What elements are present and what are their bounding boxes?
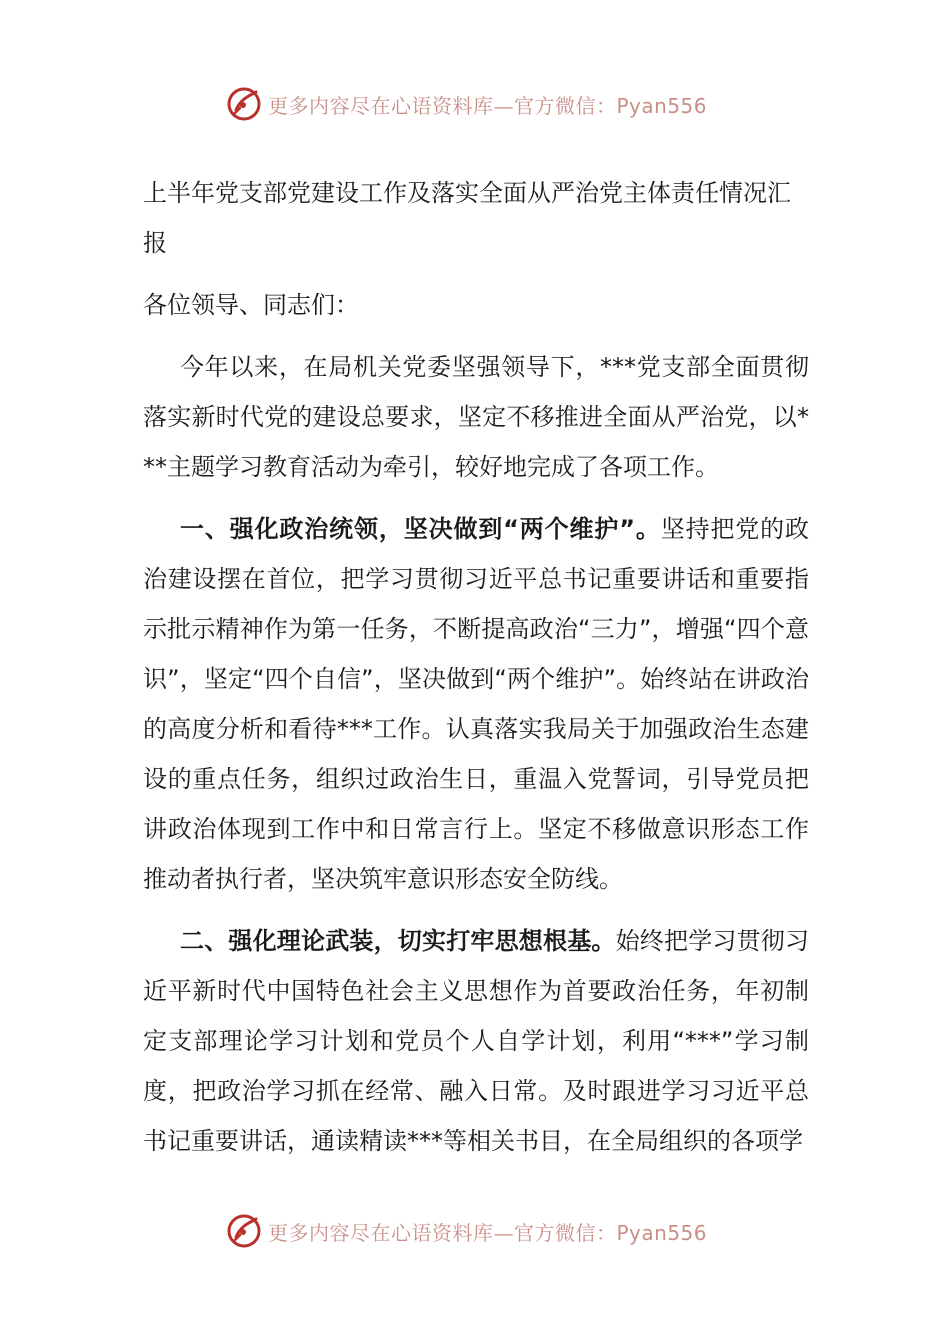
- watermark-wechat-label: 官方微信：: [514, 93, 617, 118]
- watermark-text: [268, 1217, 707, 1246]
- watermark-dash: —: [493, 93, 514, 118]
- watermark-brand: 更多内容尽在心语资料库: [268, 1220, 494, 1245]
- document-body: [143, 168, 809, 1166]
- watermark-wechat-id: Pyan556: [616, 1220, 708, 1245]
- brand-logo-icon: [226, 1213, 262, 1249]
- paragraph-intro: [143, 342, 809, 492]
- section-2-heading: 二、强化理论武装，切实打牢思想根基。: [180, 927, 616, 955]
- watermark-wechat-label: 官方微信：: [514, 1220, 617, 1245]
- section-1-heading: 一、强化政治统领，坚决做到“两个维护”。: [180, 515, 661, 543]
- paragraph-section-2: [143, 916, 809, 1166]
- section-1-text: 坚持把党的政治建设摆在首位，把学习贯彻习近平总书记重要讲话和重要指示批示精神作为第一任务，不断提高政治“三力”，增强“四个意识”，坚定“四个自信”，坚决做到“两个维护”。始终站在讲政治的高度分析和看待***工作。认真落实我局关于加强政治生态建设的重点任务，组织过政治生日，重温入党誓词，引导党员把讲政治体现到工作中和日常言行上。坚定不移做意识形态工作推动者执行者，坚决筑牢意识形态安全防线。: [143, 515, 810, 893]
- watermark-dash: —: [493, 1220, 514, 1245]
- header-watermark: [0, 84, 950, 124]
- watermark-text: [268, 90, 707, 119]
- paragraph-text: 今年以来，在局机关党委坚强领导下，***党支部全面贯彻落实新时代党的建设总要求，坚定不移推进全面从严治党，以***主题学习教育活动为牵引，较好地完成了各项工作。: [143, 353, 809, 481]
- document-title: 上半年党支部党建设工作及落实全面从严治党主体责任情况汇报: [143, 179, 791, 257]
- brand-logo-icon: [226, 86, 262, 122]
- section-2-text: 始终把学习贯彻习近平新时代中国特色社会主义思想作为首要政治任务，年初制定支部理论学习计划和党员个人自学计划，利用“***”学习制度，把政治学习抓在经常、融入日常。及时跟进学习习近平总书记重要讲话，通读精读***等相关书目，在全局组织的各项学: [143, 927, 810, 1155]
- footer-watermark: [0, 1211, 950, 1251]
- watermark-wechat-id: Pyan556: [616, 93, 708, 118]
- watermark-brand: 更多内容尽在心语资料库: [268, 93, 494, 118]
- salutation: 各位领导、同志们：: [143, 291, 359, 319]
- paragraph-section-1: [143, 504, 809, 904]
